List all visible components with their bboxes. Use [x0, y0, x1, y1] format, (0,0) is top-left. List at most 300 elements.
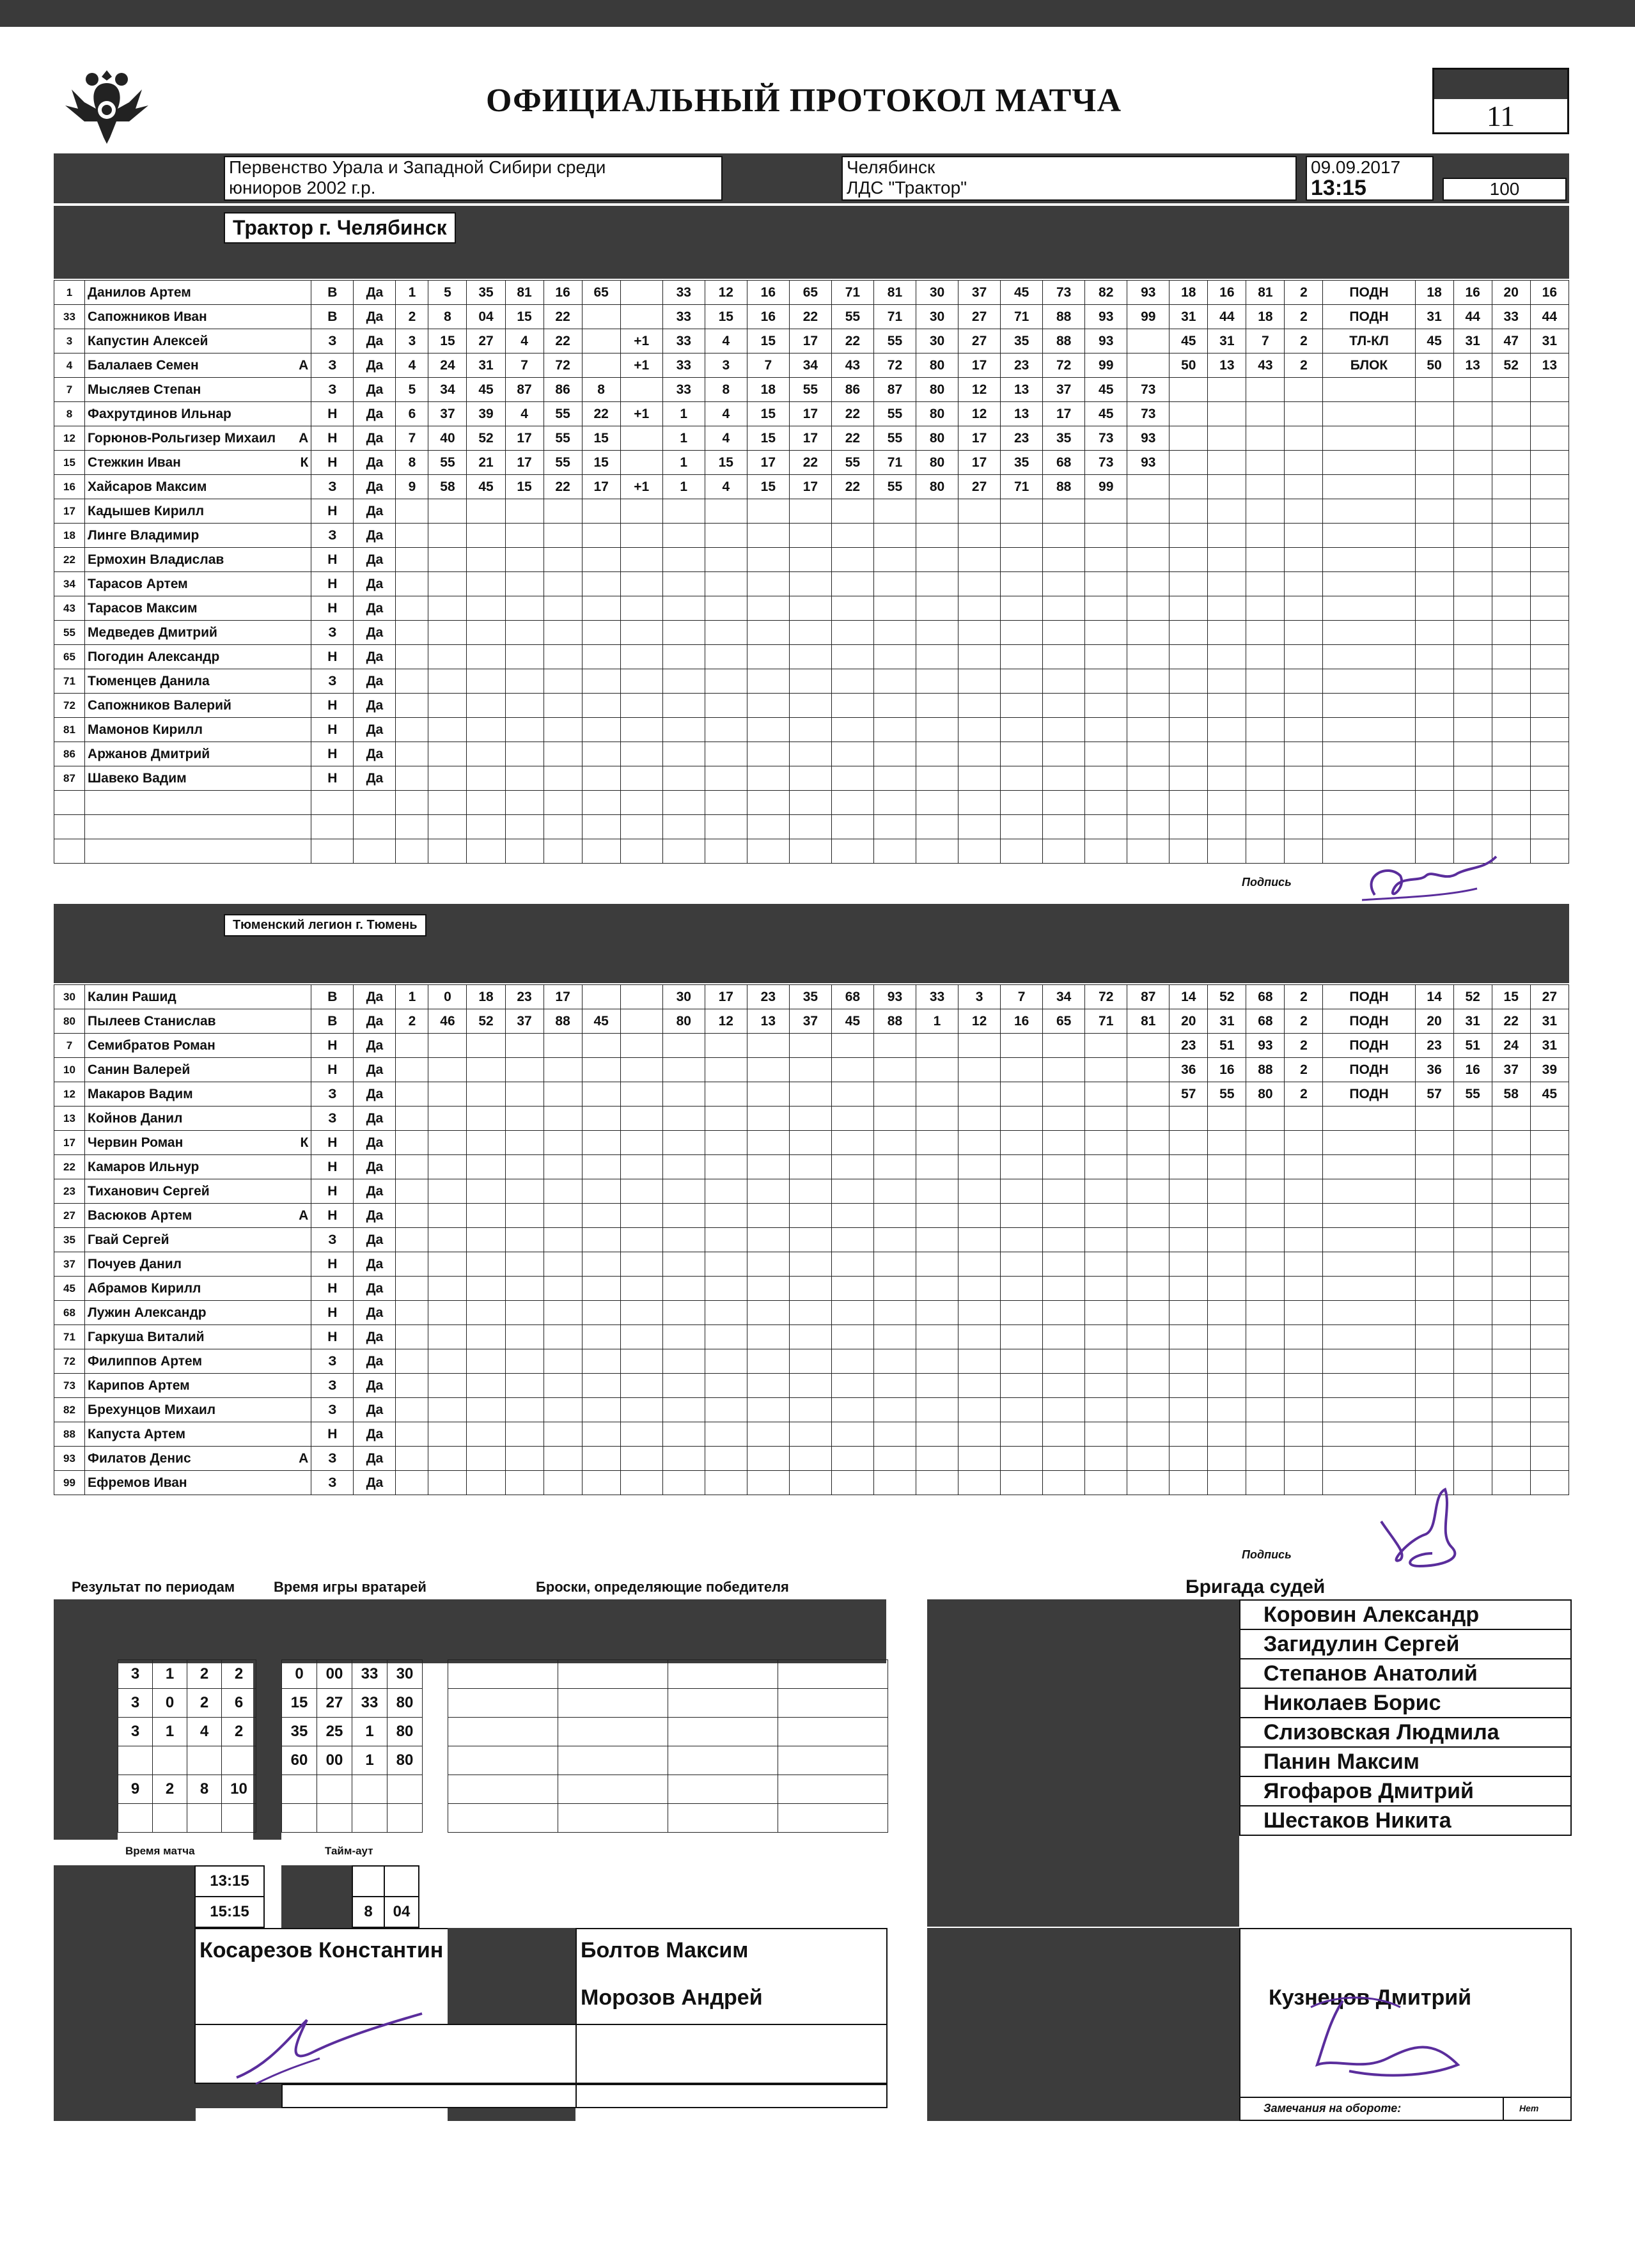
stat-cell	[662, 1034, 705, 1058]
stat-cell	[1043, 645, 1085, 669]
player-number: 99	[54, 1471, 85, 1495]
stat-cell	[1285, 548, 1323, 572]
stat-cell	[620, 815, 662, 839]
stat-cell	[582, 1131, 620, 1155]
stat-cell: 80	[916, 426, 958, 451]
stat-cell	[789, 815, 831, 839]
stat-cell	[1208, 1374, 1246, 1398]
player-row	[54, 766, 1569, 791]
stat-cell	[1001, 1252, 1043, 1277]
stat-cell	[1453, 1374, 1492, 1398]
stat-cell: 31	[1453, 329, 1492, 353]
stat-cell	[1530, 1155, 1569, 1179]
player-number: 4	[54, 353, 85, 378]
stat-cell: Да	[354, 1228, 396, 1252]
stat-cell	[1208, 645, 1246, 669]
stat-cell	[467, 524, 505, 548]
stat-cell	[1001, 669, 1043, 694]
shootout-table	[448, 1659, 888, 1833]
stat-cell: 73	[1043, 281, 1085, 305]
stat-cell	[1246, 402, 1285, 426]
summary-cell	[222, 1746, 256, 1775]
stat-cell	[1492, 791, 1530, 815]
stat-cell: 22	[582, 402, 620, 426]
stat-cell: 73	[1127, 402, 1170, 426]
captain-mark	[292, 1349, 311, 1374]
player-number: 8	[54, 402, 85, 426]
player-row	[54, 1179, 1569, 1204]
stat-cell: Да	[354, 475, 396, 499]
stat-cell	[620, 1398, 662, 1422]
summary-cell	[778, 1718, 888, 1746]
stat-cell	[1208, 694, 1246, 718]
player-name: Тарасов Максим	[85, 596, 292, 621]
player-name: Лужин Александр	[85, 1301, 292, 1325]
stat-cell: 17	[789, 329, 831, 353]
stat-cell: 24	[1492, 1034, 1530, 1058]
team2-name: Тюменский легион г. Тюмень	[224, 914, 426, 936]
stat-cell	[1492, 402, 1530, 426]
stat-cell: 17	[789, 402, 831, 426]
stat-cell: Н	[311, 1131, 354, 1155]
stat-cell	[662, 815, 705, 839]
stat-cell	[747, 669, 789, 694]
stat-cell	[747, 1107, 789, 1131]
stat-cell	[958, 1447, 1001, 1471]
stat-cell: 35	[467, 281, 505, 305]
stat-cell	[662, 1447, 705, 1471]
stat-cell	[620, 1277, 662, 1301]
stat-cell	[747, 572, 789, 596]
stat-cell: Н	[311, 694, 354, 718]
stat-cell	[705, 548, 747, 572]
summary-cell	[778, 1689, 888, 1718]
stat-cell: 1	[396, 985, 428, 1009]
stat-cell	[582, 1107, 620, 1131]
summary-cell	[778, 1775, 888, 1804]
stat-cell	[1415, 815, 1453, 839]
captain-mark: А	[292, 426, 311, 451]
stat-cell	[1085, 1277, 1127, 1301]
stat-cell	[620, 1301, 662, 1325]
stat-cell	[620, 1131, 662, 1155]
stat-cell	[1085, 1325, 1127, 1349]
summary-cell: 27	[317, 1689, 352, 1718]
stat-cell: 4	[505, 329, 544, 353]
stat-cell: 52	[1492, 353, 1530, 378]
stat-cell	[831, 1228, 873, 1252]
stat-cell	[789, 1179, 831, 1204]
stat-cell	[582, 1179, 620, 1204]
stat-cell: 1	[662, 475, 705, 499]
stat-cell	[1043, 499, 1085, 524]
stat-cell: Да	[354, 329, 396, 353]
stat-cell	[1127, 621, 1170, 645]
referee-name: Загидулин Сергей	[1239, 1630, 1572, 1659]
stat-cell	[1085, 1058, 1127, 1082]
player-name: Карипов Артем	[85, 1374, 292, 1398]
stat-cell	[428, 1447, 467, 1471]
stat-cell	[705, 718, 747, 742]
stat-cell	[1170, 815, 1208, 839]
stat-cell	[1127, 572, 1170, 596]
stat-cell	[1246, 1107, 1285, 1131]
summary-cell	[118, 1804, 153, 1833]
stat-cell	[1453, 669, 1492, 694]
stat-cell	[428, 1374, 467, 1398]
stat-cell: 93	[1127, 281, 1170, 305]
stat-cell	[831, 1374, 873, 1398]
stat-cell	[1001, 1082, 1043, 1107]
stat-cell	[747, 1277, 789, 1301]
captain-mark: К	[292, 451, 311, 475]
stat-cell	[705, 669, 747, 694]
stat-cell	[789, 548, 831, 572]
stat-cell: 37	[1043, 378, 1085, 402]
stat-cell: 99	[1085, 353, 1127, 378]
summary-cell: 0	[153, 1689, 187, 1718]
captain-mark	[292, 815, 311, 839]
stat-cell	[1001, 791, 1043, 815]
stat-cell: 80	[662, 1009, 705, 1034]
stat-cell	[873, 669, 916, 694]
stat-cell: 8	[428, 305, 467, 329]
player-name: Гвай Сергей	[85, 1228, 292, 1252]
stat-cell	[544, 766, 582, 791]
stat-cell	[1453, 718, 1492, 742]
stat-cell	[544, 1398, 582, 1422]
stat-cell	[705, 1252, 747, 1277]
stat-cell	[1001, 1058, 1043, 1082]
stat-cell	[747, 645, 789, 669]
stat-cell	[916, 1034, 958, 1058]
stat-cell: 22	[789, 451, 831, 475]
stat-cell	[1208, 499, 1246, 524]
stat-cell	[789, 1301, 831, 1325]
stat-cell	[747, 815, 789, 839]
stat-cell	[1208, 791, 1246, 815]
player-row	[54, 1009, 1569, 1034]
summary-cell	[448, 1689, 558, 1718]
player-row	[54, 451, 1569, 475]
stat-cell	[1127, 1447, 1170, 1471]
stat-cell	[705, 1058, 747, 1082]
stat-cell	[1492, 524, 1530, 548]
stat-cell: 23	[747, 985, 789, 1009]
stat-cell: 23	[1001, 426, 1043, 451]
stat-cell: З	[311, 1398, 354, 1422]
stat-cell	[1246, 572, 1285, 596]
stat-cell	[396, 572, 428, 596]
stat-cell: 45	[467, 475, 505, 499]
stat-cell: Да	[354, 1179, 396, 1204]
stat-cell	[1127, 1325, 1170, 1349]
stat-cell	[1323, 1349, 1415, 1374]
captain-mark	[292, 1034, 311, 1058]
stat-cell	[1453, 645, 1492, 669]
stat-cell: З	[311, 353, 354, 378]
stat-cell: 55	[544, 402, 582, 426]
stat-cell	[873, 645, 916, 669]
stat-cell	[544, 791, 582, 815]
stat-cell	[1085, 1082, 1127, 1107]
stat-cell: 15	[582, 451, 620, 475]
stat-cell	[467, 1204, 505, 1228]
stat-cell	[1285, 742, 1323, 766]
player-number: 12	[54, 1082, 85, 1107]
summary-cell	[558, 1804, 668, 1833]
stat-cell: 31	[1530, 1009, 1569, 1034]
stat-cell	[620, 1009, 662, 1034]
stat-cell	[916, 1374, 958, 1398]
stat-cell: Н	[311, 645, 354, 669]
stat-cell: 22	[831, 402, 873, 426]
player-row	[54, 1374, 1569, 1398]
stat-cell	[1208, 742, 1246, 766]
stat-cell: Да	[354, 645, 396, 669]
bottom-dark-b	[927, 2084, 1239, 2108]
stat-cell	[544, 1107, 582, 1131]
player-row	[54, 1034, 1569, 1058]
stat-cell: 55	[831, 305, 873, 329]
stat-cell: З	[311, 1349, 354, 1374]
stat-cell	[1043, 1349, 1085, 1374]
captain-mark: А	[292, 353, 311, 378]
player-name: Тиханович Сергей	[85, 1179, 292, 1204]
stat-cell	[705, 572, 747, 596]
stat-cell: 80	[916, 402, 958, 426]
stat-cell	[789, 742, 831, 766]
stat-cell	[747, 621, 789, 645]
stat-cell	[916, 1447, 958, 1471]
captain-mark	[292, 548, 311, 572]
top-scan-bar	[0, 0, 1635, 27]
stat-cell	[1492, 1447, 1530, 1471]
player-name: Филиппов Артем	[85, 1349, 292, 1374]
stat-cell	[428, 1277, 467, 1301]
stat-cell: 0	[428, 985, 467, 1009]
summary-cell: 33	[352, 1660, 387, 1689]
stat-cell: 34	[428, 378, 467, 402]
stat-cell	[620, 1325, 662, 1349]
periods-table	[118, 1659, 256, 1833]
stat-cell	[505, 596, 544, 621]
player-row	[54, 985, 1569, 1009]
stat-cell: 13	[1530, 353, 1569, 378]
stat-cell	[916, 815, 958, 839]
player-name: Васюков Артем	[85, 1204, 292, 1228]
stat-cell	[662, 694, 705, 718]
stat-cell	[831, 621, 873, 645]
stat-cell	[1127, 1082, 1170, 1107]
stat-cell: 8	[396, 451, 428, 475]
stat-cell	[1530, 596, 1569, 621]
stat-cell	[1492, 378, 1530, 402]
stat-cell: 12	[958, 1009, 1001, 1034]
stat-cell	[1530, 791, 1569, 815]
stat-cell	[582, 985, 620, 1009]
stat-cell: 71	[1001, 305, 1043, 329]
stat-cell: 27	[958, 329, 1001, 353]
stat-cell	[1043, 1374, 1085, 1398]
stat-cell	[1285, 669, 1323, 694]
stat-cell	[1246, 475, 1285, 499]
stat-cell: 12	[705, 1009, 747, 1034]
stat-cell	[873, 572, 916, 596]
stat-cell	[396, 815, 428, 839]
stat-cell	[1323, 572, 1415, 596]
stat-cell	[1127, 1204, 1170, 1228]
player-number: 34	[54, 572, 85, 596]
stat-cell	[873, 1447, 916, 1471]
stat-cell: Да	[354, 1398, 396, 1422]
player-row	[54, 1204, 1569, 1228]
stat-cell	[1285, 378, 1323, 402]
stat-cell	[620, 305, 662, 329]
stat-cell	[1530, 766, 1569, 791]
stat-cell	[1453, 1107, 1492, 1131]
stat-cell	[1415, 572, 1453, 596]
stat-cell: ПОДН	[1323, 1009, 1415, 1034]
stat-cell: 2	[396, 305, 428, 329]
stat-cell	[396, 1179, 428, 1204]
stat-cell	[1415, 596, 1453, 621]
stat-cell	[467, 1349, 505, 1374]
stat-cell	[1530, 451, 1569, 475]
stat-cell: 50	[1170, 353, 1208, 378]
stat-cell	[1246, 1252, 1285, 1277]
stat-cell	[789, 596, 831, 621]
stat-cell	[620, 1179, 662, 1204]
match-time: 13:15	[1311, 176, 1366, 200]
stat-cell	[467, 1471, 505, 1495]
stat-cell: 55	[544, 451, 582, 475]
stat-cell	[1285, 1204, 1323, 1228]
stat-cell	[1530, 1374, 1569, 1398]
stat-cell	[1530, 742, 1569, 766]
stat-cell	[1170, 1252, 1208, 1277]
player-number: 82	[54, 1398, 85, 1422]
stat-cell	[544, 1301, 582, 1325]
stat-cell	[662, 1301, 705, 1325]
stat-cell	[1001, 718, 1043, 742]
summary-cell	[387, 1775, 423, 1804]
player-row	[54, 1277, 1569, 1301]
stat-cell	[1001, 815, 1043, 839]
stat-cell	[1170, 766, 1208, 791]
stat-cell	[505, 1107, 544, 1131]
player-number: 37	[54, 1252, 85, 1277]
remarks-value: Нет	[1519, 2103, 1539, 2113]
stat-cell: 17	[582, 475, 620, 499]
stat-cell	[831, 766, 873, 791]
stat-cell: 2	[396, 1009, 428, 1034]
stat-cell	[789, 1422, 831, 1447]
stat-cell	[620, 548, 662, 572]
stat-cell: Да	[354, 524, 396, 548]
stat-cell: 17	[747, 451, 789, 475]
player-name: Капуста Артем	[85, 1422, 292, 1447]
stat-cell: Да	[354, 572, 396, 596]
stat-cell	[705, 1155, 747, 1179]
stat-cell: ПОДН	[1323, 305, 1415, 329]
stat-cell	[1085, 1398, 1127, 1422]
stat-cell: 23	[1170, 1034, 1208, 1058]
stat-cell	[1246, 694, 1285, 718]
stat-cell	[1285, 1301, 1323, 1325]
player-row	[54, 329, 1569, 353]
stat-cell	[705, 1301, 747, 1325]
stat-cell	[582, 1034, 620, 1058]
stat-cell	[1530, 572, 1569, 596]
stat-cell: ПОДН	[1323, 281, 1415, 305]
stat-cell	[1170, 451, 1208, 475]
stat-cell: 33	[1492, 305, 1530, 329]
stat-cell: 27	[958, 305, 1001, 329]
captain-mark	[292, 985, 311, 1009]
stat-cell	[873, 621, 916, 645]
stat-cell: 5	[428, 281, 467, 305]
stat-cell	[1170, 1349, 1208, 1374]
stat-cell	[467, 815, 505, 839]
stat-cell: 55	[544, 426, 582, 451]
stat-cell	[396, 1131, 428, 1155]
stat-cell	[582, 1082, 620, 1107]
stat-cell: 33	[662, 281, 705, 305]
player-number: 15	[54, 451, 85, 475]
stat-cell	[1246, 1131, 1285, 1155]
stat-cell	[747, 1349, 789, 1374]
stat-cell: 40	[428, 426, 467, 451]
stat-cell: 16	[1208, 1058, 1246, 1082]
stat-cell	[1085, 1252, 1127, 1277]
stat-cell	[1127, 1252, 1170, 1277]
player-number: 45	[54, 1277, 85, 1301]
player-number: 93	[54, 1447, 85, 1471]
stat-cell: 17	[505, 451, 544, 475]
stat-cell	[1001, 1447, 1043, 1471]
stat-cell: 65	[582, 281, 620, 305]
summary-cell	[558, 1746, 668, 1775]
stat-cell: В	[311, 1009, 354, 1034]
stat-cell: 12	[958, 378, 1001, 402]
stat-cell: 81	[1127, 1009, 1170, 1034]
stat-cell: Да	[354, 1471, 396, 1495]
captain-mark	[292, 1179, 311, 1204]
stat-cell: 4	[705, 402, 747, 426]
stat-cell	[396, 1471, 428, 1495]
stat-cell: 82	[1085, 281, 1127, 305]
stat-cell: 33	[662, 378, 705, 402]
stat-cell: З	[311, 621, 354, 645]
stat-cell	[1001, 1179, 1043, 1204]
stat-cell	[467, 1082, 505, 1107]
stat-cell	[916, 742, 958, 766]
stat-cell	[1043, 1228, 1085, 1252]
stat-cell	[1285, 1107, 1323, 1131]
stat-cell: 14	[1415, 985, 1453, 1009]
stat-cell	[662, 718, 705, 742]
stat-cell: 71	[873, 305, 916, 329]
stat-cell	[505, 839, 544, 864]
stat-cell	[1001, 621, 1043, 645]
stat-cell	[1453, 499, 1492, 524]
stat-cell: 16	[1453, 281, 1492, 305]
stat-cell	[311, 839, 354, 864]
stat-cell	[544, 524, 582, 548]
stat-cell	[1415, 1277, 1453, 1301]
summary-cell	[448, 1804, 558, 1833]
